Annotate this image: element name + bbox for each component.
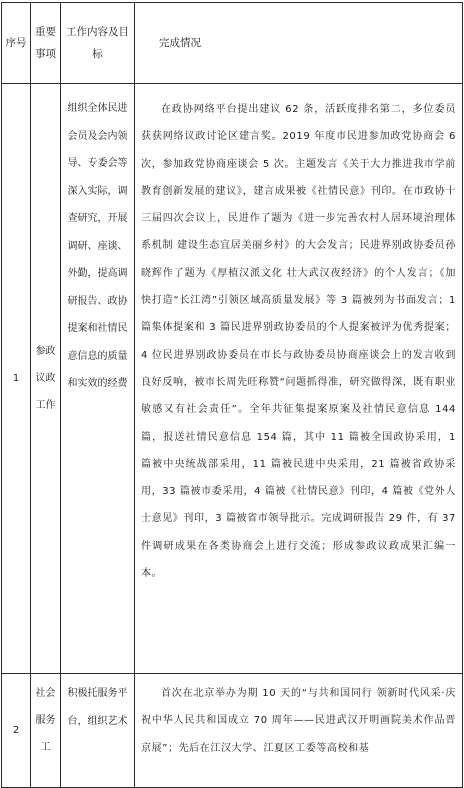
header-goal: 工作内容及目标 [61, 3, 135, 84]
table-row [2, 84, 463, 674]
work-summary-table [1, 2, 463, 788]
row-item: 参政议政工作 [31, 84, 61, 674]
row-status: 首次在北京举办为期 10 天的“与共和国同行 领新时代风采·庆祝中华人民共和国成立 70 周年——民进武汉开明画院美术作品晋京展”；先后在江汉大学、江夏区工委等高校和基 [135, 674, 463, 788]
row-goal: 组织全体民进会员及会内领导、专委会等深入实际，调查研究，开展调研、座谈、外勤，提高调研报告、政协提案和社情民意信息的质量和实效的经费 [61, 84, 135, 674]
row-goal: 积极托服务平台，组织艺术 [61, 674, 135, 788]
row-status: 在政协网络平台提出建议 62 条，活跃度排名第二，多位委员获获网络议政讨论区建言奖。2019 年度市民进参加政党协商会 6 次，参加政党协商座谈会 5 次。主题发言《关于大力推进我市学前教育创新发展的建议》，建言成果被《社情民意》刊印。在市政协十三届四次会议上，民进作了题为《进一步完善农村人居环境治理体系机制 建设生态宜居美丽乡村》的大会发言；民进界别政协委员孙晓辉作了题为《厚植汉派文化 壮大武汉夜经济》的个人发言；《加快打造“长江湾”引领区域高质量发展》等 3 篇被列为书面发言；1 篇集体提案和 3 篇民进界别政协委员的个人提案被评为优秀提案；4 位民进界别政协委员在市长与政协委员协商座谈会上的发言收到良好反响，被市长周先旺称赞“问题抓得准，研究做得深，既有职业敏感又有社会责任”。全年共征集提案原案及社情民意信息 144 篇，报送社情民意信息 154 篇，其中 11 篇被全国政协采用，1 篇被中央统战部采用，11 篇被民进中央采用，21 篇被省政协采用，33 篇被市委采用，4 篇被《社情民意》刊印，4 篇被《党外人士意见》刊印，3 篇被省市领导批示。完成调研报告 29 件，有 37 件调研成果在各类协商会上进行交流；形成参政议政成果汇编一本。 [135, 84, 463, 674]
row-no: 2 [2, 674, 31, 788]
header-row [2, 3, 463, 84]
header-item: 重要事项 [31, 3, 61, 84]
row-no: 1 [2, 84, 31, 674]
row-item: 社会服务工 [31, 674, 61, 788]
header-no: 序号 [2, 3, 31, 84]
header-status: 完成情况 [135, 3, 463, 84]
table-row [2, 674, 463, 788]
